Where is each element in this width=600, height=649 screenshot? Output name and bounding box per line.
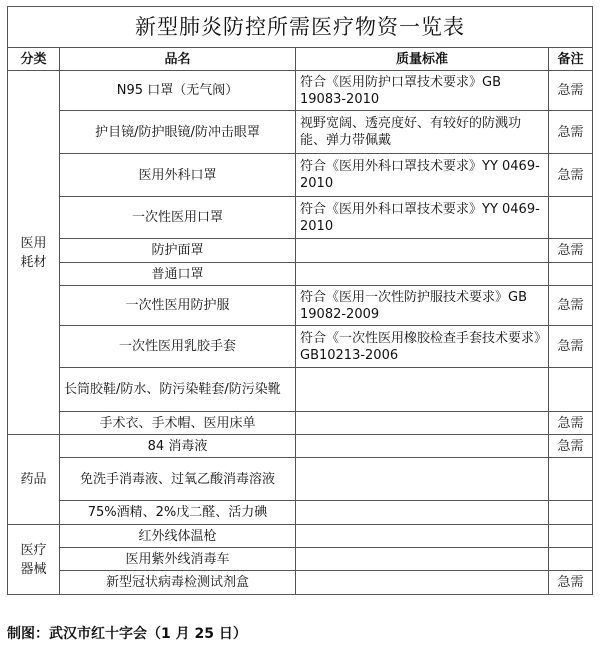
supplies-sheet — [7, 6, 592, 595]
item-standard — [296, 525, 549, 548]
table-row — [8, 525, 593, 548]
item-note — [549, 548, 593, 571]
item-name: 长筒胶鞋/防水、防污染鞋套/防污染靴 — [60, 368, 296, 412]
table-row — [8, 571, 593, 595]
table-row — [8, 368, 593, 412]
item-standard: 符合《医用外科口罩技术要求》YY 0469-2010 — [296, 197, 549, 239]
table-row — [8, 197, 593, 239]
category-devices-line2: 器械 — [20, 561, 47, 577]
item-note: 急需 — [549, 154, 593, 197]
item-name: 手术衣、手术帽、医用床单 — [60, 412, 296, 435]
header-row — [8, 48, 593, 71]
item-standard: 符合《医用外科口罩技术要求》YY 0469-2010 — [296, 154, 549, 197]
item-note — [549, 263, 593, 286]
item-note: 急需 — [549, 111, 593, 154]
item-name: 医用外科口罩 — [60, 154, 296, 197]
item-name: 84 消毒液 — [60, 435, 296, 458]
item-note: 急需 — [549, 571, 593, 595]
category-consumables — [8, 71, 60, 435]
item-note: 急需 — [549, 435, 593, 458]
table-row — [8, 239, 593, 263]
table-row — [8, 458, 593, 501]
table-row — [8, 326, 593, 368]
item-name: 免洗手消毒液、过氧乙酸消毒溶液 — [60, 458, 296, 501]
category-devices-line1: 医疗 — [20, 542, 47, 558]
item-standard: 符合《医用一次性防护服技术要求》GB 19082-2009 — [296, 286, 549, 326]
item-name: N95 口罩（无气阀） — [60, 71, 296, 111]
item-standard — [296, 458, 549, 501]
item-standard: 视野宽阔、透亮度好、有较好的防溅功能、弹力带佩戴 — [296, 111, 549, 154]
item-standard — [296, 548, 549, 571]
category-consumables-line2: 耗材 — [20, 254, 47, 270]
item-note — [549, 525, 593, 548]
item-name: 防护面罩 — [60, 239, 296, 263]
item-note: 急需 — [549, 286, 593, 326]
table-row — [8, 71, 593, 111]
item-note: 急需 — [549, 326, 593, 368]
item-standard: 符合《一次性医用橡胶检查手套技术要求》GB10213-2006 — [296, 326, 549, 368]
item-name: 一次性医用乳胶手套 — [60, 326, 296, 368]
item-name: 75%酒精、2%戊二醛、活力碘 — [60, 501, 296, 525]
item-standard — [296, 571, 549, 595]
item-standard — [296, 435, 549, 458]
item-standard — [296, 368, 549, 412]
table-row — [8, 111, 593, 154]
table-row — [8, 154, 593, 197]
table-row — [8, 412, 593, 435]
table-row — [8, 286, 593, 326]
category-devices — [8, 525, 60, 595]
header-note: 备注 — [549, 48, 593, 71]
category-consumables-line1: 医用 — [20, 235, 47, 251]
item-name: 医用紫外线消毒车 — [60, 548, 296, 571]
item-standard — [296, 239, 549, 263]
category-drugs: 药品 — [8, 435, 60, 525]
item-standard — [296, 412, 549, 435]
item-name: 红外线体温枪 — [60, 525, 296, 548]
item-note — [549, 368, 593, 412]
item-name: 护目镜/防护眼镜/防冲击眼罩 — [60, 111, 296, 154]
item-note — [549, 197, 593, 239]
item-standard: 符合《医用防护口罩技术要求》GB 19083-2010 — [296, 71, 549, 111]
table-row — [8, 501, 593, 525]
item-standard — [296, 501, 549, 525]
item-name: 新型冠状病毒检测试剂盒 — [60, 571, 296, 595]
table-row — [8, 548, 593, 571]
header-name: 品名 — [60, 48, 296, 71]
item-standard — [296, 263, 549, 286]
table-title: 新型肺炎防控所需医疗物资一览表 — [8, 7, 593, 48]
header-standard: 质量标准 — [296, 48, 549, 71]
item-note: 急需 — [549, 412, 593, 435]
item-name: 一次性医用口罩 — [60, 197, 296, 239]
item-name: 一次性医用防护服 — [60, 286, 296, 326]
table-row — [8, 435, 593, 458]
item-note — [549, 501, 593, 525]
item-note — [549, 458, 593, 501]
supplies-table — [7, 6, 593, 595]
item-note: 急需 — [549, 71, 593, 111]
header-category: 分类 — [8, 48, 60, 71]
credit-footer: 制图：武汉市红十字会（1 月 25 日） — [7, 626, 247, 642]
item-note: 急需 — [549, 239, 593, 263]
table-row — [8, 263, 593, 286]
item-name: 普通口罩 — [60, 263, 296, 286]
